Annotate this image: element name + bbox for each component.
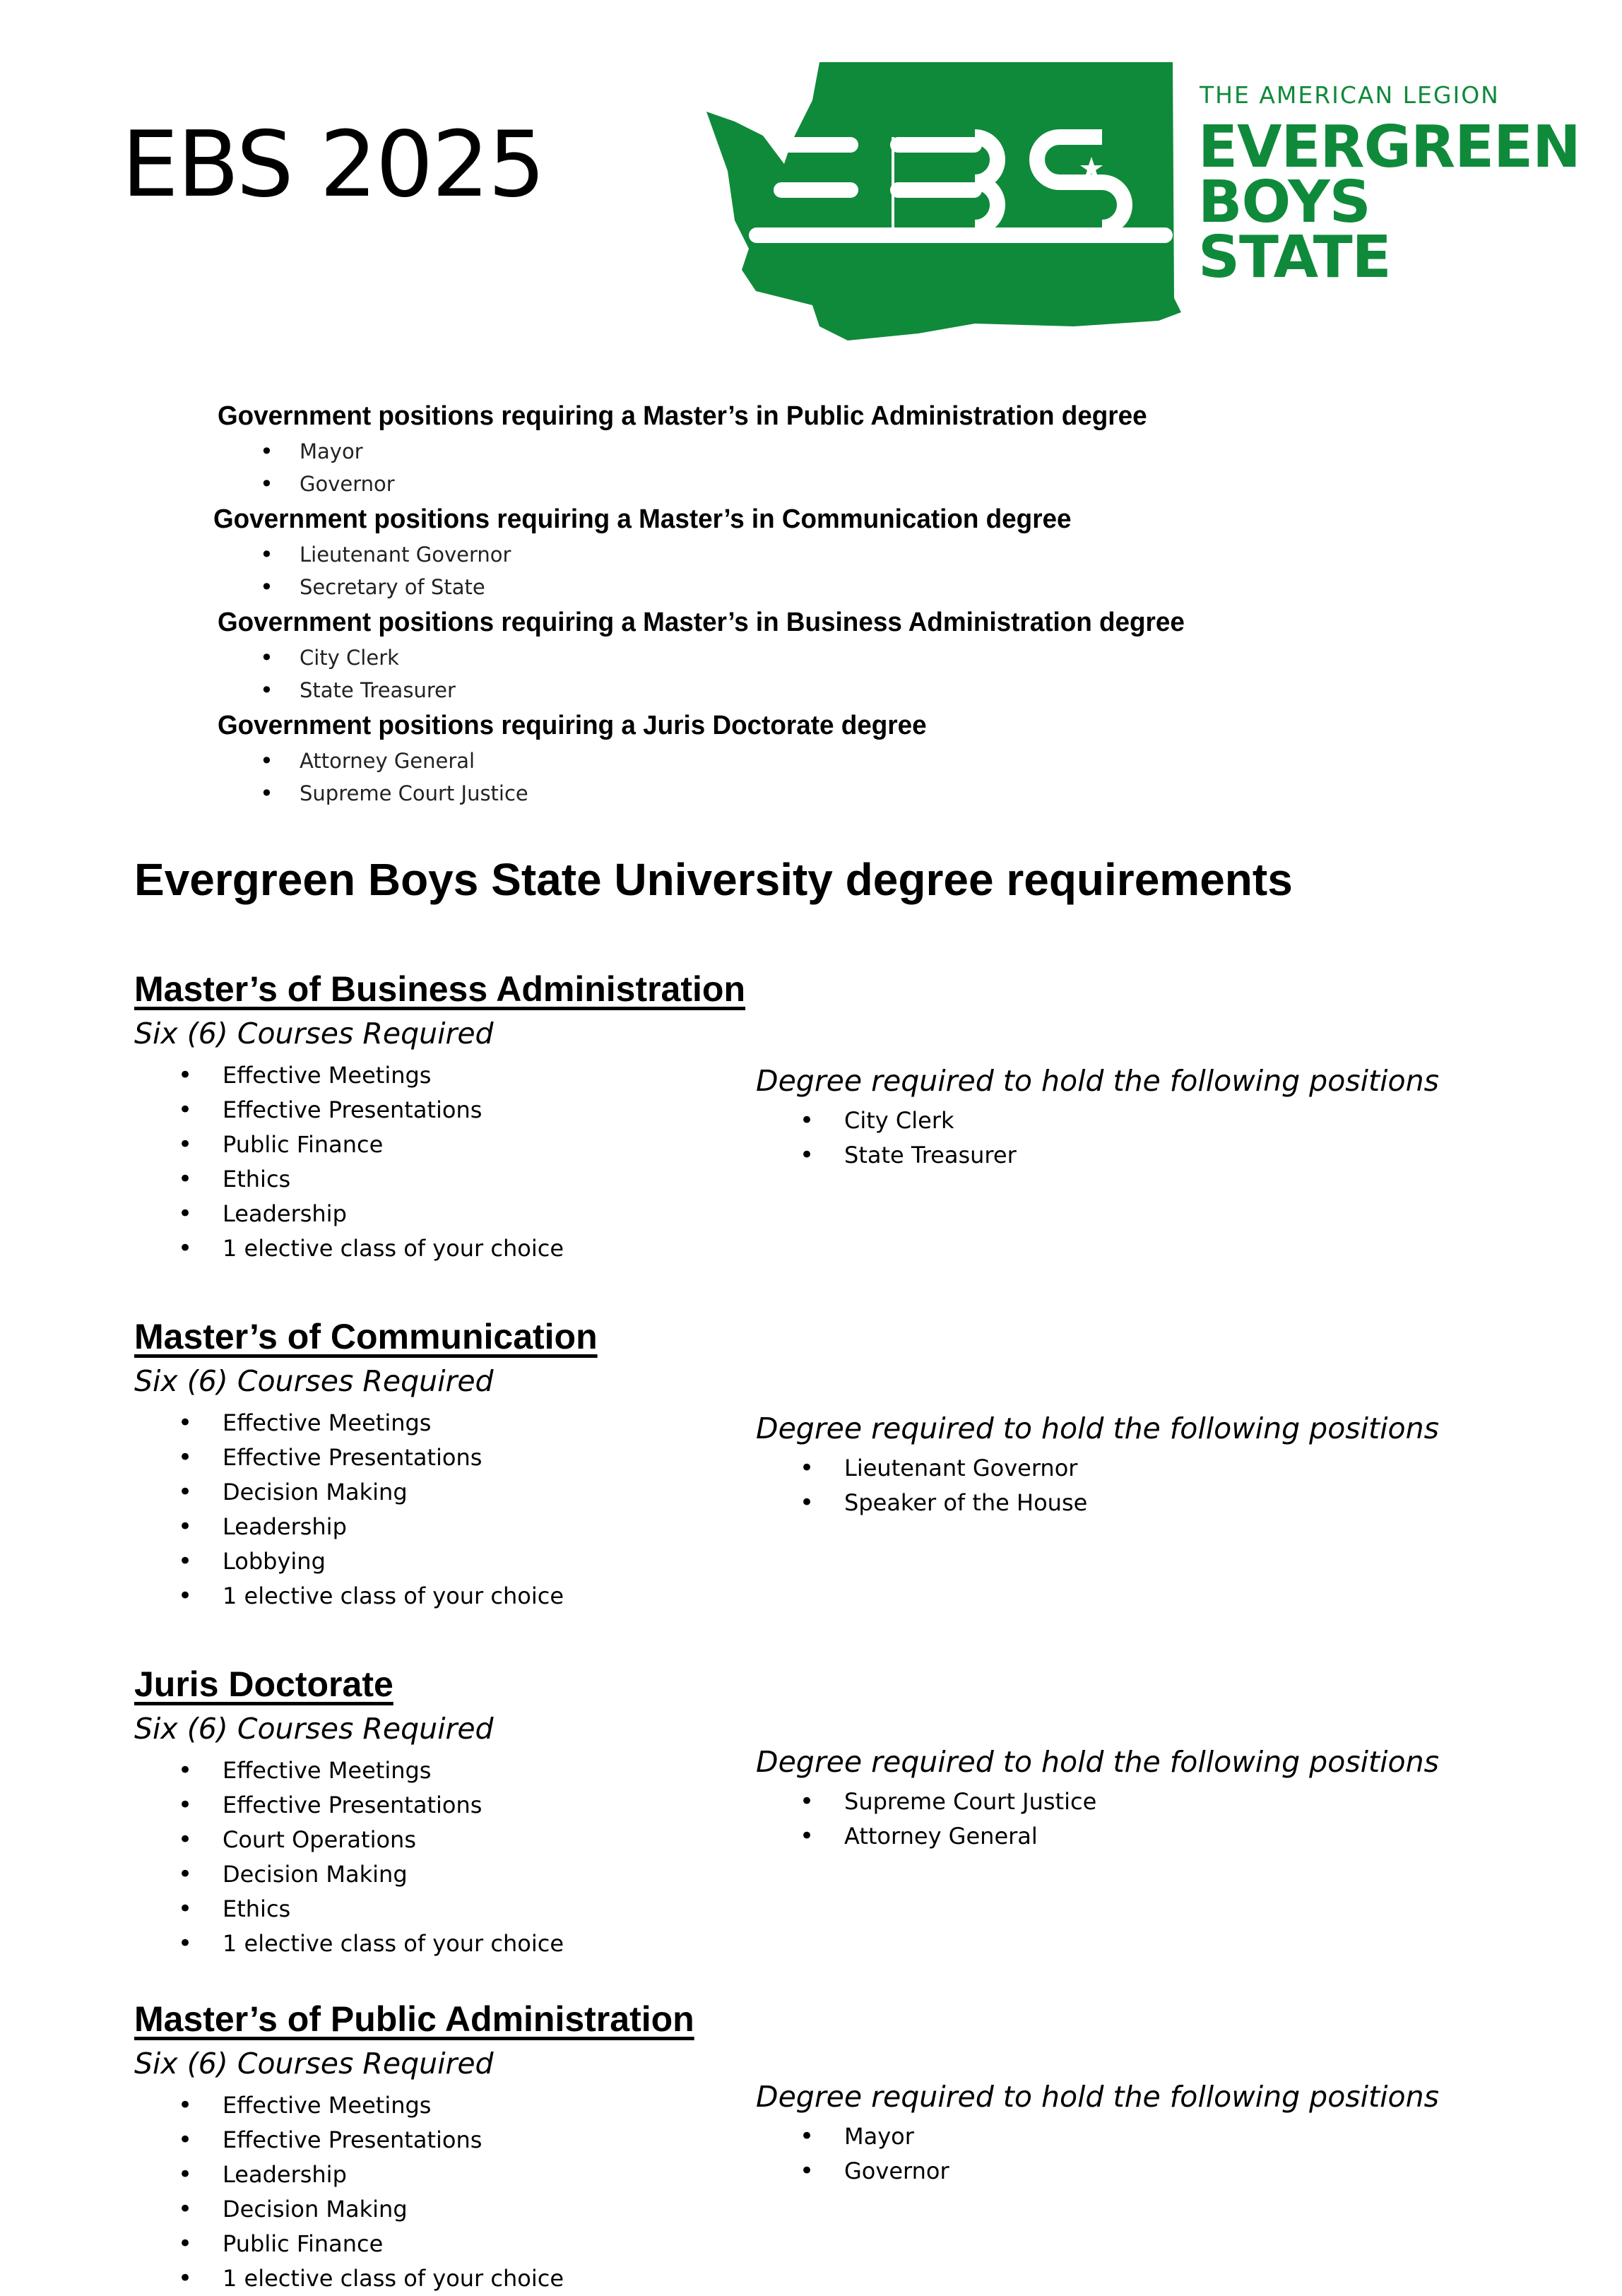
course-item: • Decision Making [134, 1857, 1512, 1892]
position-item: • Speaker of the House [756, 1486, 1439, 1520]
summary-heading: Government positions requiring a Master’s in Communication degree [213, 504, 1072, 534]
course-item: • 1 elective class of your choice [134, 1579, 1512, 1614]
position-item: • State Treasurer [756, 1138, 1439, 1173]
course-item: • Leadership [134, 1197, 1512, 1231]
course-requirement: Six (6) Courses Required [134, 2047, 494, 2081]
course-item: • Effective Meetings [134, 2088, 1512, 2123]
logo-line-evergreen: EVERGREEN [1198, 114, 1580, 181]
position-item: • City Clerk [756, 1103, 1439, 1138]
positions-block [756, 1060, 1439, 1173]
degree-section-communication [134, 1315, 1512, 1614]
course-item: • 1 elective class of your choice [134, 1231, 1512, 1266]
summary-position: • Mayor [260, 435, 395, 468]
course-item: • Effective Meetings [134, 1753, 1512, 1788]
summary-position: • Governor [260, 468, 395, 500]
washington-state-ebs-icon [706, 58, 1187, 341]
course-item: • Effective Presentations [134, 2123, 1512, 2158]
degree-requirements-heading: Evergreen Boys State University degree requirements [134, 854, 1293, 905]
course-item: • Effective Meetings [134, 1406, 1512, 1440]
positions-heading: Degree required to hold the following positions [756, 1064, 1439, 1098]
document-title: EBS 2025 [122, 112, 545, 218]
positions-list [756, 2119, 1439, 2189]
positions-block [756, 1741, 1439, 1854]
positions-block [756, 1407, 1439, 1520]
positions-heading: Degree required to hold the following positions [756, 1745, 1439, 1779]
position-item: • Attorney General [756, 1819, 1439, 1854]
course-item: • Leadership [134, 2158, 1512, 2192]
course-requirement: Six (6) Courses Required [134, 1017, 494, 1051]
logo-line-state: STATE [1198, 224, 1391, 291]
course-item: • Lobbying [134, 1544, 1512, 1579]
summary-list [260, 435, 395, 500]
summary-position: • Supreme Court Justice [260, 777, 528, 810]
logo-org-text: THE AMERICAN LEGION [1200, 81, 1500, 109]
summary-position: • City Clerk [260, 641, 456, 674]
summary-position: • Secretary of State [260, 571, 511, 603]
position-item: • Supreme Court Justice [756, 1785, 1439, 1819]
course-item: • Leadership [134, 1510, 1512, 1544]
positions-heading: Degree required to hold the following positions [756, 2080, 1439, 2114]
logo-line-boys: BOYS [1198, 169, 1371, 236]
degree-title: Juris Doctorate [134, 1664, 393, 1704]
course-item: • Court Operations [134, 1823, 1512, 1857]
degree-title: Master’s of Public Administration [134, 1999, 694, 2039]
course-requirement: Six (6) Courses Required [134, 1712, 494, 1746]
course-item: • Public Finance [134, 2227, 1512, 2261]
course-item: • Public Finance [134, 1128, 1512, 1162]
summary-list [260, 745, 528, 810]
summary-heading: Government positions requiring a Master’s in Public Administration degree [218, 401, 1147, 431]
course-item: • Decision Making [134, 1475, 1512, 1510]
degree-title: Master’s of Communication [134, 1317, 598, 1356]
degree-title: Master’s of Business Administration [134, 969, 745, 1009]
positions-list [756, 1785, 1439, 1854]
course-item: • Effective Presentations [134, 1440, 1512, 1475]
positions-block [756, 2076, 1439, 2189]
evergreen-boys-state-logo [706, 58, 1580, 341]
course-item: • Ethics [134, 1892, 1512, 1927]
course-item: • Decision Making [134, 2192, 1512, 2227]
summary-position: • State Treasurer [260, 674, 456, 706]
course-item: • Effective Presentations [134, 1093, 1512, 1128]
course-item: • Ethics [134, 1162, 1512, 1197]
summary-heading: Government positions requiring a Master’s in Business Administration degree [218, 608, 1185, 637]
course-item: • 1 elective class of your choice [134, 1927, 1512, 1961]
degree-section-juris-doctorate [134, 1663, 1512, 1961]
positions-heading: Degree required to hold the following positions [756, 1412, 1439, 1445]
degree-section-mba [134, 968, 1512, 1266]
summary-heading: Government positions requiring a Juris Doctorate degree [218, 711, 927, 740]
position-item: • Lieutenant Governor [756, 1451, 1439, 1486]
summary-position: • Lieutenant Governor [260, 538, 511, 571]
summary-position: • Attorney General [260, 745, 528, 777]
position-item: • Mayor [756, 2119, 1439, 2154]
course-requirement: Six (6) Courses Required [134, 1364, 494, 1398]
degree-section-mpa [134, 1998, 1512, 2296]
positions-list [756, 1451, 1439, 1520]
course-item: • Effective Meetings [134, 1058, 1512, 1093]
position-item: • Governor [756, 2154, 1439, 2189]
summary-list [260, 538, 511, 603]
course-item: • Effective Presentations [134, 1788, 1512, 1823]
course-item: • 1 elective class of your choice [134, 2261, 1512, 2296]
summary-list [260, 641, 456, 706]
positions-list [756, 1103, 1439, 1173]
